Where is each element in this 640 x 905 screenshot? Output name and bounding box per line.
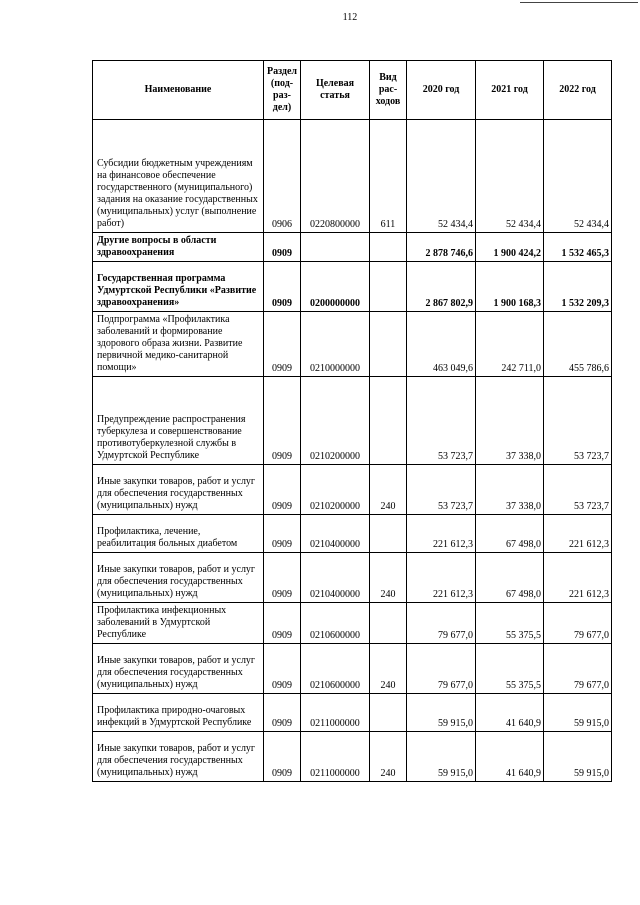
header-section: Раздел (под-раз-дел): [264, 61, 301, 120]
row-value-2020: 221 612,3: [407, 515, 476, 553]
row-target-item: [301, 233, 370, 262]
header-2021: 2021 год: [476, 61, 544, 120]
row-expense-type: [370, 262, 407, 312]
row-name: [93, 312, 264, 377]
header-2020: 2020 год: [407, 61, 476, 120]
row-expense-type: [370, 377, 407, 465]
row-value-2021: 1 900 168,3: [476, 262, 544, 312]
row-section: 0909: [264, 312, 301, 377]
row-expense-type: 611: [370, 120, 407, 233]
row-expense-type: 240: [370, 553, 407, 603]
row-value-2021: 55 375,5: [476, 603, 544, 644]
row-value-2021: 37 338,0: [476, 377, 544, 465]
row-name-text: Субсидии бюджетным учреждениям на финансовое обеспечение государственного (муниципального) задания на оказание государственных (муниципальных) услуг (выполнение работ): [97, 158, 258, 229]
header-2022: 2022 год: [544, 61, 612, 120]
row-value-2022: 59 915,0: [544, 732, 612, 782]
row-value-2020: 53 723,7: [407, 377, 476, 465]
row-value-2022: 79 677,0: [544, 603, 612, 644]
budget-table: [92, 60, 612, 782]
row-value-2020: 79 677,0: [407, 603, 476, 644]
row-name: [93, 603, 264, 644]
row-value-2021: 55 375,5: [476, 644, 544, 694]
row-target-item: 0210600000: [301, 603, 370, 644]
row-name: [93, 465, 264, 515]
row-name-text: Подпрограмма «Профилактика заболеваний и формирование здорового образа жизни. Развитие первичной медико-санитарной помощи»: [97, 314, 243, 373]
row-section: 0909: [264, 553, 301, 603]
row-section: 0909: [264, 377, 301, 465]
row-name: [93, 262, 264, 312]
row-value-2022: 221 612,3: [544, 553, 612, 603]
table-row: [93, 262, 612, 312]
row-target-item: 0211000000: [301, 732, 370, 782]
table-header-row: [93, 61, 612, 120]
row-expense-type: 240: [370, 465, 407, 515]
row-name-text: Предупреждение распространения туберкулеза и совершенствование противотуберкулезной службы в Удмуртской Республике: [97, 414, 246, 461]
table-row: [93, 515, 612, 553]
row-name: [93, 553, 264, 603]
row-section: 0909: [264, 515, 301, 553]
row-target-item: 0220800000: [301, 120, 370, 233]
row-section: 0909: [264, 233, 301, 262]
row-target-item: 0200000000: [301, 262, 370, 312]
row-value-2020: 221 612,3: [407, 553, 476, 603]
row-name-text: Профилактика, лечение, реабилитация больных диабетом: [97, 526, 238, 549]
table-row: [93, 603, 612, 644]
row-value-2021: 37 338,0: [476, 465, 544, 515]
row-value-2021: 52 434,4: [476, 120, 544, 233]
page-number: 112: [342, 12, 358, 23]
row-value-2020: 52 434,4: [407, 120, 476, 233]
row-name-text: Иные закупки товаров, работ и услуг для обеспечения государственных (муниципальных) нужд: [97, 743, 256, 778]
table-row: [93, 312, 612, 377]
row-value-2021: 41 640,9: [476, 732, 544, 782]
table-row: [93, 732, 612, 782]
header-name: Наименование: [93, 61, 264, 120]
row-section: 0909: [264, 465, 301, 515]
table-row: [93, 644, 612, 694]
row-name: [93, 644, 264, 694]
table-row: [93, 377, 612, 465]
row-target-item: 0210200000: [301, 377, 370, 465]
row-name: [93, 694, 264, 732]
row-name-text: Иные закупки товаров, работ и услуг для обеспечения государственных (муниципальных) нужд: [97, 655, 256, 690]
row-expense-type: 240: [370, 644, 407, 694]
row-section: 0906: [264, 120, 301, 233]
row-value-2020: 59 915,0: [407, 732, 476, 782]
header-target-item: Целевая статья: [301, 61, 370, 120]
row-value-2021: 67 498,0: [476, 553, 544, 603]
row-value-2022: 79 677,0: [544, 644, 612, 694]
row-name: [93, 515, 264, 553]
row-expense-type: [370, 603, 407, 644]
row-value-2022: 59 915,0: [544, 694, 612, 732]
row-name: [93, 233, 264, 262]
row-target-item: 0210400000: [301, 553, 370, 603]
row-section: 0909: [264, 732, 301, 782]
row-target-item: 0210400000: [301, 515, 370, 553]
row-section: 0909: [264, 694, 301, 732]
row-expense-type: 240: [370, 732, 407, 782]
row-expense-type: [370, 233, 407, 262]
row-value-2022: 53 723,7: [544, 465, 612, 515]
row-name: [93, 377, 264, 465]
row-expense-type: [370, 515, 407, 553]
row-section: 0909: [264, 603, 301, 644]
table-row: [93, 120, 612, 233]
table-row: [93, 465, 612, 515]
row-name-text: Другие вопросы в области здравоохранения: [97, 235, 217, 258]
row-value-2021: 1 900 424,2: [476, 233, 544, 262]
header-expense-type: Вид рас-ходов: [370, 61, 407, 120]
row-name: [93, 732, 264, 782]
row-value-2022: 52 434,4: [544, 120, 612, 233]
row-value-2020: 53 723,7: [407, 465, 476, 515]
row-value-2020: 79 677,0: [407, 644, 476, 694]
row-name-text: Иные закупки товаров, работ и услуг для обеспечения государственных (муниципальных) нужд: [97, 476, 256, 511]
table-row: [93, 553, 612, 603]
row-name-text: Иные закупки товаров, работ и услуг для обеспечения государственных (муниципальных) нужд: [97, 564, 256, 599]
row-value-2022: 53 723,7: [544, 377, 612, 465]
row-name-text: Государственная программа Удмуртской Республики «Развитие здравоохранения»: [97, 273, 257, 308]
row-name: [93, 120, 264, 233]
row-target-item: 0211000000: [301, 694, 370, 732]
row-name-text: Профилактика природно-очаговых инфекций в Удмуртской Республике: [97, 705, 252, 728]
row-target-item: 0210200000: [301, 465, 370, 515]
row-section: 0909: [264, 644, 301, 694]
row-value-2020: 2 867 802,9: [407, 262, 476, 312]
row-value-2021: 67 498,0: [476, 515, 544, 553]
row-expense-type: [370, 312, 407, 377]
row-value-2022: 1 532 209,3: [544, 262, 612, 312]
row-target-item: 0210600000: [301, 644, 370, 694]
row-value-2022: 221 612,3: [544, 515, 612, 553]
row-value-2021: 41 640,9: [476, 694, 544, 732]
row-value-2020: 2 878 746,6: [407, 233, 476, 262]
row-value-2022: 1 532 465,3: [544, 233, 612, 262]
row-value-2020: 59 915,0: [407, 694, 476, 732]
top-rule: [520, 2, 638, 3]
table-row: [93, 233, 612, 262]
row-name-text: Профилактика инфекционных заболеваний в Удмуртской Республике: [97, 605, 227, 640]
row-value-2020: 463 049,6: [407, 312, 476, 377]
row-value-2021: 242 711,0: [476, 312, 544, 377]
row-expense-type: [370, 694, 407, 732]
row-value-2022: 455 786,6: [544, 312, 612, 377]
row-section: 0909: [264, 262, 301, 312]
table-row: [93, 694, 612, 732]
row-target-item: 0210000000: [301, 312, 370, 377]
